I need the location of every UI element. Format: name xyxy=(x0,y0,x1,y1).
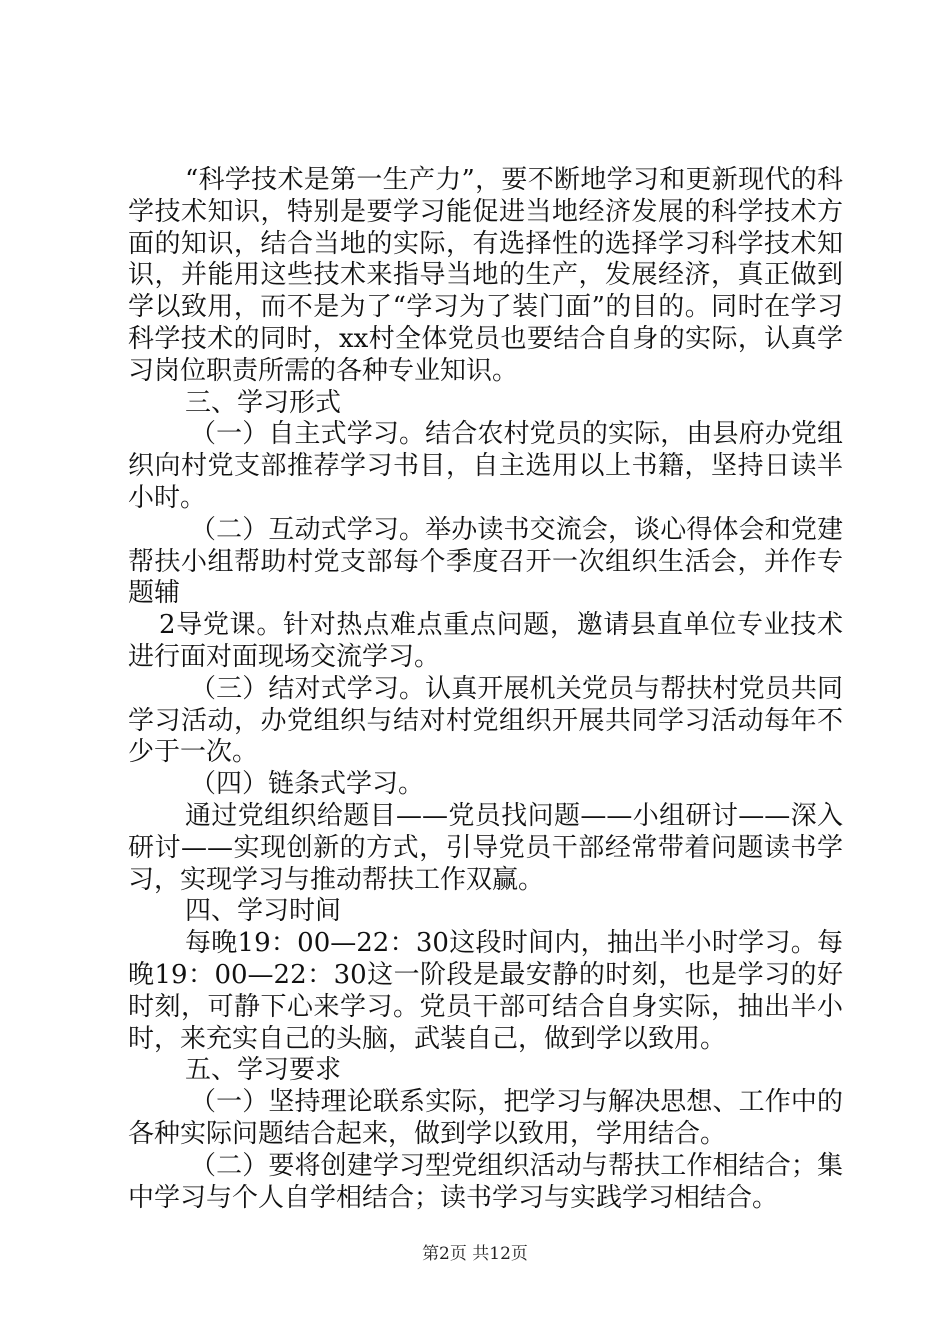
paragraph-theory-practice: （一）坚持理论联系实际，把学习与解决思想、工作中的各种实际问题结合起来，做到学以致用，学用结合。 xyxy=(128,1087,843,1149)
paragraph-self-study: （一）自主式学习。结合农村党员的实际，由县府办党组织向村党支部推荐学习书目，自主选用以上书籍，坚持日读半小时。 xyxy=(128,419,843,513)
section-heading-study-form: 三、学习形式 xyxy=(185,387,342,418)
paragraph-study-time: 每晚19：00—22：30这段时间内，抽出半小时学习。每晚19：00—22：30这一阶段是最安静的时刻，也是学习的好时刻，可静下心来学习。党员干部可结合自身实际，抽出半小时，来充实自己的头脑，武装自己，做到学以致用。 xyxy=(128,928,843,1054)
paragraph-science-tech: “科学技术是第一生产力”，要不断地学习和更新现代的科学技术知识，特别是要学习能促进当地经济发展的科学技术方面的知识，结合当地的实际，有选择性的选择学习科学技术知识，并能用这些技术来指导当地的生产，发展经济，真正做到学以致用，而不是为了“学习为了装门面”的目的。同时在学习科学技术的同时，xx村全体党员也要结合自身的实际，认真学习岗位职责所需的各种专业知识。 xyxy=(128,165,843,386)
document-body xyxy=(128,165,843,1214)
paragraph-chain-study-heading: （四）链条式学习。 xyxy=(190,769,425,800)
paragraph-party-lecture: 2导党课。针对热点难点重点问题，邀请县直单位专业技术进行面对面现场交流学习。 xyxy=(128,610,843,672)
page-number-footer: 第2页 共12页 xyxy=(422,1244,528,1264)
section-heading-study-requirements: 五、学习要求 xyxy=(185,1055,342,1086)
paragraph-interactive-study: （二）互动式学习。举办读书交流会，谈心得体会和党建帮扶小组帮助村党支部每个季度召开一次组织生活会，并作专题辅 xyxy=(128,514,843,609)
paragraph-combine-work: （二）要将创建学习型党组织活动与帮扶工作相结合；集中学习与个人自学相结合；读书学习与实践学习相结合。 xyxy=(128,1150,843,1213)
paragraph-paired-study: （三）结对式学习。认真开展机关党员与帮扶村党员共同学习活动，办党组织与结对村党组织开展共同学习活动每年不少于一次。 xyxy=(128,673,843,768)
paragraph-chain-study: 通过党组织给题目——党员找问题——小组研讨——深入研讨——实现创新的方式，引导党员干部经常带着问题读书学习，实现学习与推动帮扶工作双赢。 xyxy=(128,800,843,895)
section-heading-study-time: 四、学习时间 xyxy=(185,896,342,927)
